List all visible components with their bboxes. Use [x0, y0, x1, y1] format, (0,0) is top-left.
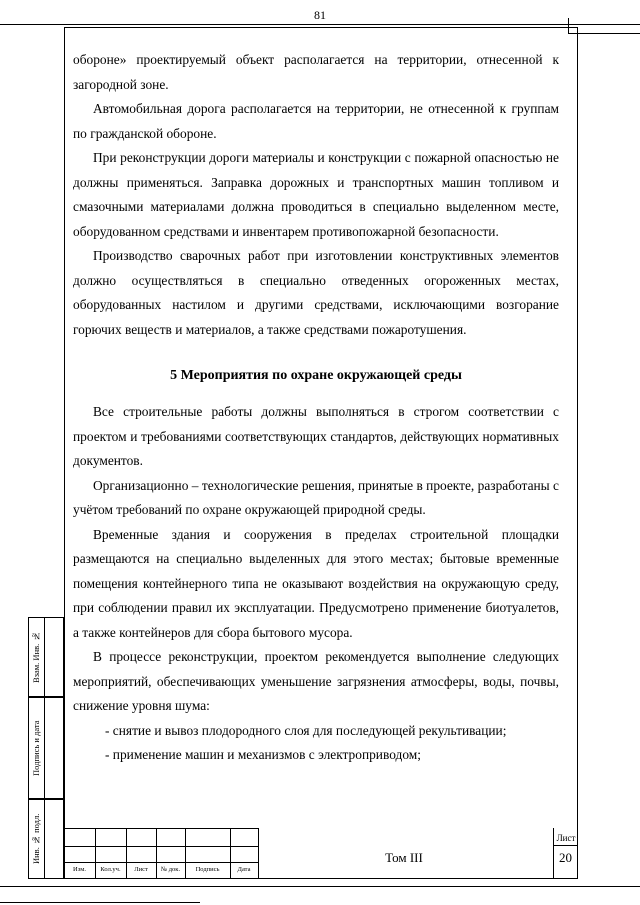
stamp-col: [258, 828, 259, 879]
paragraph: Производство сварочных работ при изготовлении конструктивных элементов должно осуществляться в специально отведенных огороженных местах, оборудованных настилом и другими средствами, исключающими возгорание горючих веществ и материалов, а также средствами пожаротушения.: [73, 248, 559, 337]
stamp-label-izm: Изм.: [73, 866, 86, 873]
list-item: - применение машин и механизмов с электроприводом;: [105, 747, 421, 762]
section-heading: 5 Мероприятия по охране окружающей среды: [170, 368, 462, 383]
stamp-top-line: [64, 828, 258, 829]
volume-label: Том III: [385, 850, 423, 865]
sheet-number: 20: [559, 850, 572, 865]
document-body: [73, 48, 559, 768]
paragraph: Автомобильная дорога располагается на территории, не отнесенной к группам по гражданской обороне.: [73, 101, 559, 141]
paragraph: Временные здания и сооружения в пределах строительной площадки размещаются на специально выделенных для этого местах; бытовые временные помещения контейнерного типа не оказывают воздействия на окружающую среду, при соблюдении правил их эксплуатации. Предусмотрено применение биотуалетов, а также контейнеров для сбора бытового мусора.: [73, 526, 559, 640]
title-block: [64, 828, 578, 879]
page-number: 81: [314, 8, 326, 22]
side-label-podpis-data: Подпись и дата: [31, 720, 41, 776]
stamp-label-list: Лист: [134, 866, 148, 873]
top-rule-right: [568, 33, 640, 34]
stamp-row-line: [64, 862, 258, 863]
bottom-rule: [0, 886, 640, 887]
paragraph: Все строительные работы должны выполняться в строгом соответствии с проектом и требованиями соответствующих стандартов, действующих нормативных документов.: [73, 404, 559, 468]
stamp-label-kol-uch: Кол.уч.: [100, 866, 121, 873]
bottom-rule-short: [0, 902, 200, 903]
side-label-vzam: Взам. Инв. №: [31, 631, 41, 683]
paragraph: обороне» проектируемый объект располагается на территории, отнесенной к загородной зоне.: [73, 52, 559, 92]
stamp-label-podpis: Подпись: [195, 866, 220, 873]
stamp-mid-line: [64, 846, 258, 847]
sheet-label: Лист: [556, 833, 576, 843]
paragraph: В процессе реконструкции, проектом рекомендуется выполнение следующих мероприятий, обеспечивающих уменьшение загрязнения атмосферы, воды, почвы, снижение уровня шума:: [73, 649, 559, 713]
paragraph: При реконструкции дороги материалы и конструкции с пожарной опасностью не должны применяться. Заправка дорожных и транспортных машин топливом и смазочными материалами должна проводиться в специально выделенном месте, оборудованном средствами и инвентарем противопожарной безопасности.: [73, 150, 559, 239]
list-item: - снятие и вывоз плодородного слоя для последующей рекультивации;: [105, 722, 507, 738]
stamp-label-data: Дата: [237, 866, 251, 873]
stamp-label-n-dok: № док.: [160, 866, 181, 873]
side-divider: [44, 617, 45, 879]
side-label-inv-podl: Инв. № подл.: [31, 813, 41, 865]
top-rule: [0, 24, 640, 25]
paragraph: Организационно – технологические решения, принятые в проекте, разработаны с учётом требований по охране окружающей природной среды.: [73, 477, 559, 517]
stamp-sheet-line: [553, 845, 578, 846]
